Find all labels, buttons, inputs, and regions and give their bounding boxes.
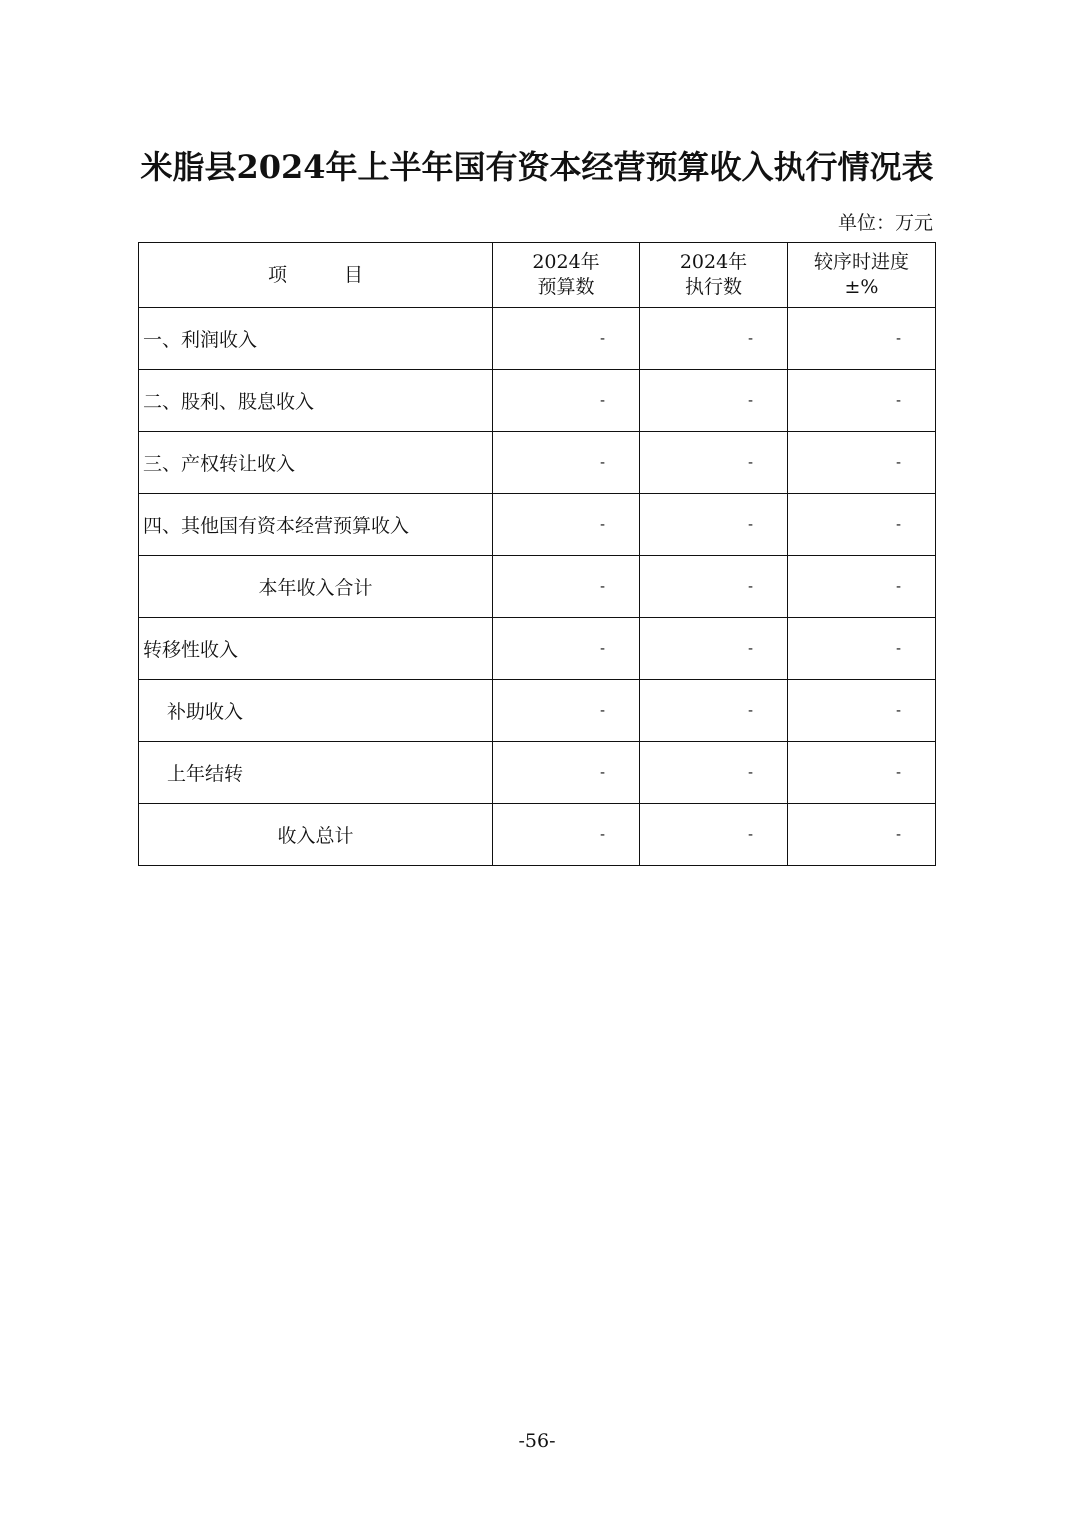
table-row — [139, 680, 936, 742]
row-actual: - — [640, 742, 788, 804]
row-progress: - — [788, 494, 936, 556]
page-title: 米脂县2024年上半年国有资本经营预算收入执行情况表 — [140, 148, 934, 186]
row-item: 本年收入合计 — [139, 556, 493, 618]
table-row — [139, 308, 936, 370]
row-item: 二、股利、股息收入 — [139, 370, 493, 432]
row-item: 四、其他国有资本经营预算收入 — [139, 494, 493, 556]
row-item: 三、产权转让收入 — [139, 432, 493, 494]
row-budget: - — [493, 370, 640, 432]
table-header-row — [139, 243, 936, 308]
row-actual: - — [640, 618, 788, 680]
table-row — [139, 432, 936, 494]
row-progress: - — [788, 370, 936, 432]
row-item: 补助收入 — [139, 680, 493, 742]
budget-revenue-table — [138, 242, 936, 866]
row-budget: - — [493, 618, 640, 680]
row-budget: - — [493, 308, 640, 370]
header-actual: 2024年 执行数 — [640, 243, 788, 308]
row-actual: - — [640, 370, 788, 432]
row-item: 收入总计 — [139, 804, 493, 866]
row-actual: - — [640, 680, 788, 742]
row-budget: - — [493, 804, 640, 866]
table-row-total — [139, 804, 936, 866]
table-row — [139, 494, 936, 556]
row-item: 一、利润收入 — [139, 308, 493, 370]
row-budget: - — [493, 680, 640, 742]
row-progress: - — [788, 432, 936, 494]
row-budget: - — [493, 494, 640, 556]
row-budget: - — [493, 556, 640, 618]
table-row — [139, 370, 936, 432]
table-row — [139, 742, 936, 804]
table-row — [139, 618, 936, 680]
unit-label: 单位：万元 — [837, 212, 933, 234]
row-progress: - — [788, 804, 936, 866]
row-actual: - — [640, 432, 788, 494]
row-progress: - — [788, 308, 936, 370]
table-row-subtotal — [139, 556, 936, 618]
row-budget: - — [493, 742, 640, 804]
row-progress: - — [788, 742, 936, 804]
row-item: 转移性收入 — [139, 618, 493, 680]
page-number: -56- — [518, 1430, 556, 1452]
row-progress: - — [788, 556, 936, 618]
row-budget: - — [493, 432, 640, 494]
row-actual: - — [640, 804, 788, 866]
row-progress: - — [788, 680, 936, 742]
row-actual: - — [640, 494, 788, 556]
row-progress: - — [788, 618, 936, 680]
header-progress: 较序时进度 ±% — [788, 243, 936, 308]
row-actual: - — [640, 556, 788, 618]
row-actual: - — [640, 308, 788, 370]
header-budget: 2024年 预算数 — [493, 243, 640, 308]
header-item: 项 目 — [139, 243, 493, 308]
row-item: 上年结转 — [139, 742, 493, 804]
